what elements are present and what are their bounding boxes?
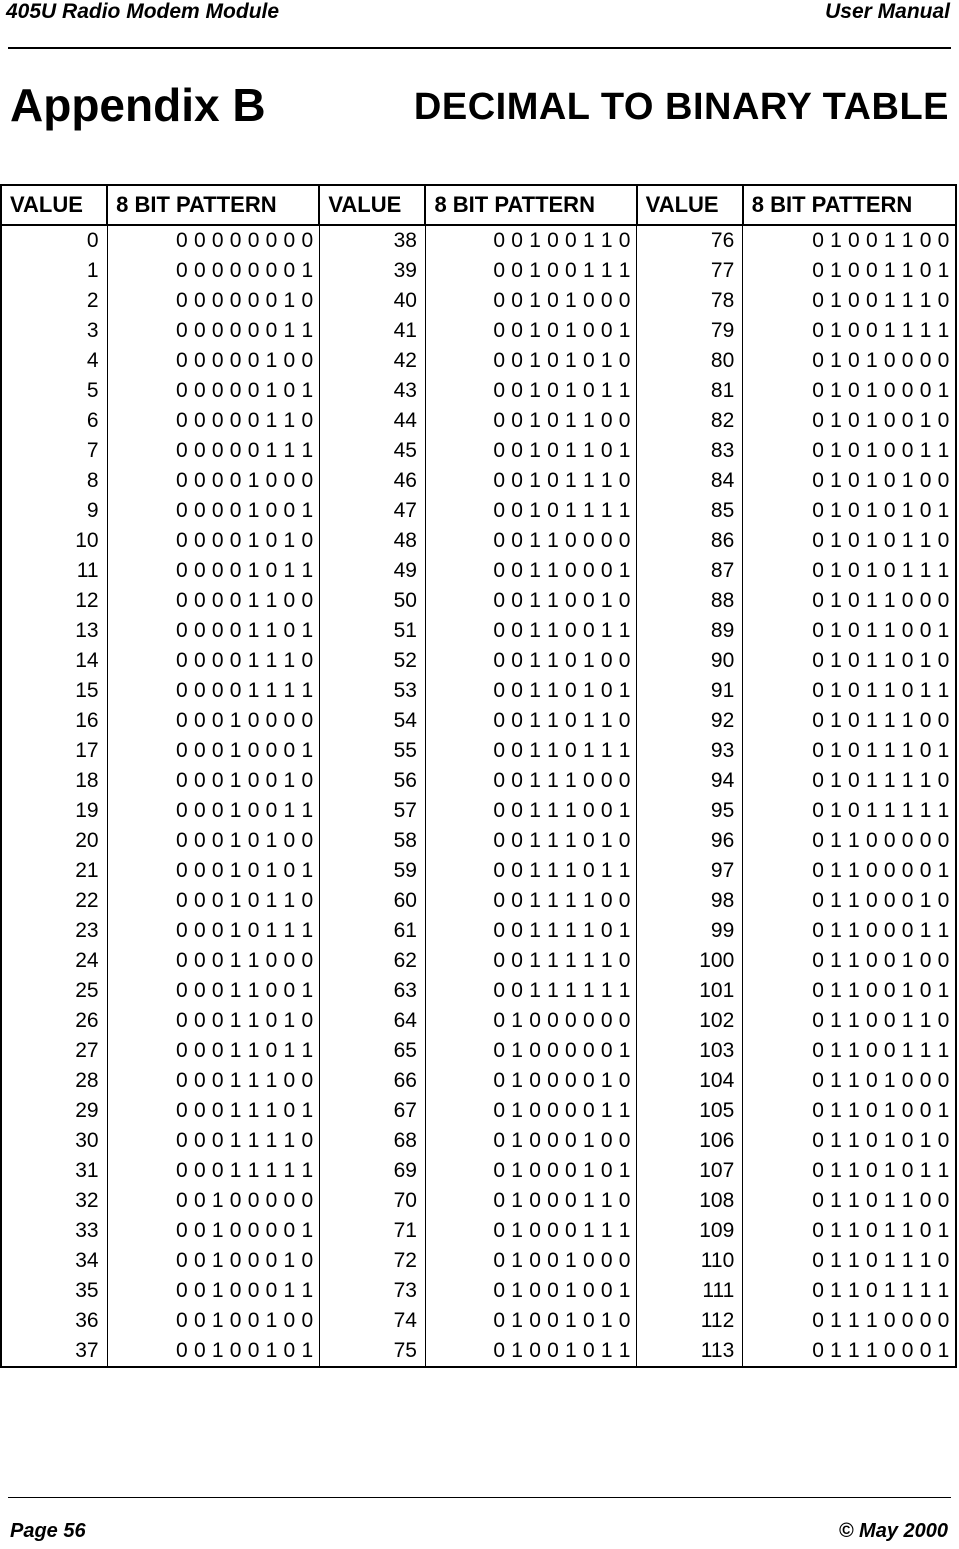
table-row <box>1 1006 956 1036</box>
decimal-value-cell: 13 <box>1 616 107 646</box>
bit-pattern-cell: 0 1 0 0 0 1 1 0 <box>425 1186 636 1216</box>
decimal-value-cell: 80 <box>637 346 743 376</box>
header-manual-name: 405U Radio Modem Module <box>6 0 280 23</box>
decimal-value-cell: 34 <box>1 1246 107 1276</box>
bit-pattern-cell: 0 1 1 0 1 1 0 1 <box>743 1216 956 1246</box>
decimal-value-cell: 78 <box>637 286 743 316</box>
decimal-value-cell: 18 <box>1 766 107 796</box>
decimal-value-cell: 33 <box>1 1216 107 1246</box>
decimal-value-cell: 76 <box>637 225 743 256</box>
table-row <box>1 466 956 496</box>
bit-pattern-cell: 0 0 1 1 0 0 1 0 <box>425 586 636 616</box>
decimal-value-cell: 81 <box>637 376 743 406</box>
bit-pattern-cell: 0 0 0 0 1 0 0 1 <box>107 496 319 526</box>
decimal-value-cell: 3 <box>1 316 107 346</box>
bit-pattern-cell: 0 0 1 0 1 1 0 1 <box>425 436 636 466</box>
bit-pattern-cell: 0 0 1 1 0 1 1 1 <box>425 736 636 766</box>
decimal-value-cell: 39 <box>319 256 425 286</box>
bit-pattern-cell: 0 0 1 1 1 1 1 0 <box>425 946 636 976</box>
decimal-value-cell: 32 <box>1 1186 107 1216</box>
decimal-value-cell: 28 <box>1 1066 107 1096</box>
bit-pattern-cell: 0 0 0 1 0 0 1 0 <box>107 766 319 796</box>
decimal-value-cell: 30 <box>1 1126 107 1156</box>
decimal-value-cell: 0 <box>1 225 107 256</box>
column-header: 8 BIT PATTERN <box>425 185 636 225</box>
decimal-value-cell: 112 <box>637 1306 743 1336</box>
decimal-value-cell: 37 <box>1 1336 107 1367</box>
bit-pattern-cell: 0 0 1 1 0 1 0 1 <box>425 676 636 706</box>
bit-pattern-cell: 0 0 0 0 0 1 0 1 <box>107 376 319 406</box>
decimal-value-cell: 11 <box>1 556 107 586</box>
table-row <box>1 916 956 946</box>
bit-pattern-cell: 0 0 1 0 0 1 1 1 <box>425 256 636 286</box>
bit-pattern-cell: 0 1 1 0 0 0 0 0 <box>743 826 956 856</box>
table-row <box>1 316 956 346</box>
decimal-value-cell: 17 <box>1 736 107 766</box>
table-row <box>1 616 956 646</box>
decimal-value-cell: 14 <box>1 646 107 676</box>
bit-pattern-cell: 0 1 1 0 1 0 0 0 <box>743 1066 956 1096</box>
decimal-value-cell: 108 <box>637 1186 743 1216</box>
decimal-value-cell: 23 <box>1 916 107 946</box>
bit-pattern-cell: 0 1 0 1 1 0 0 0 <box>743 586 956 616</box>
column-header: VALUE <box>319 185 425 225</box>
bit-pattern-cell: 0 0 1 0 0 0 1 0 <box>107 1246 319 1276</box>
bit-pattern-cell: 0 0 0 1 0 1 0 1 <box>107 856 319 886</box>
decimal-value-cell: 101 <box>637 976 743 1006</box>
decimal-value-cell: 74 <box>319 1306 425 1336</box>
bit-pattern-cell: 0 0 1 0 1 0 0 1 <box>425 316 636 346</box>
bit-pattern-cell: 0 1 1 0 1 0 0 1 <box>743 1096 956 1126</box>
decimal-value-cell: 97 <box>637 856 743 886</box>
table-row <box>1 796 956 826</box>
bit-pattern-cell: 0 0 0 0 1 0 0 0 <box>107 466 319 496</box>
bit-pattern-cell: 0 0 1 0 0 1 0 0 <box>107 1306 319 1336</box>
bit-pattern-cell: 0 1 0 1 1 1 1 0 <box>743 766 956 796</box>
table-row <box>1 976 956 1006</box>
table-row <box>1 286 956 316</box>
decimal-value-cell: 35 <box>1 1276 107 1306</box>
bit-pattern-cell: 0 0 0 0 1 1 0 0 <box>107 586 319 616</box>
bit-pattern-cell: 0 0 0 0 0 1 1 0 <box>107 406 319 436</box>
column-header: 8 BIT PATTERN <box>107 185 319 225</box>
bit-pattern-cell: 0 0 0 0 0 1 1 1 <box>107 436 319 466</box>
bit-pattern-cell: 0 1 0 0 0 0 1 1 <box>425 1096 636 1126</box>
decimal-value-cell: 20 <box>1 826 107 856</box>
bit-pattern-cell: 0 0 0 0 1 1 0 1 <box>107 616 319 646</box>
decimal-value-cell: 92 <box>637 706 743 736</box>
bit-pattern-cell: 0 1 0 1 0 0 0 0 <box>743 346 956 376</box>
bit-pattern-cell: 0 1 0 1 1 0 1 0 <box>743 646 956 676</box>
decimal-value-cell: 100 <box>637 946 743 976</box>
bit-pattern-cell: 0 1 1 0 0 1 0 0 <box>743 946 956 976</box>
page-number: Page 56 <box>10 1520 86 1542</box>
bit-pattern-cell: 0 1 0 1 1 0 1 1 <box>743 676 956 706</box>
bit-pattern-cell: 0 0 0 1 0 0 0 0 <box>107 706 319 736</box>
table-row <box>1 886 956 916</box>
decimal-value-cell: 54 <box>319 706 425 736</box>
bit-pattern-cell: 0 0 1 0 1 1 1 0 <box>425 466 636 496</box>
table-body <box>1 225 956 1367</box>
decimal-value-cell: 55 <box>319 736 425 766</box>
table-row <box>1 526 956 556</box>
table-row <box>1 225 956 256</box>
bit-pattern-cell: 0 0 1 0 0 1 1 0 <box>425 225 636 256</box>
table-row <box>1 376 956 406</box>
bit-pattern-cell: 0 1 0 0 1 1 1 1 <box>743 316 956 346</box>
bit-pattern-cell: 0 0 0 0 1 0 1 1 <box>107 556 319 586</box>
decimal-value-cell: 48 <box>319 526 425 556</box>
bit-pattern-cell: 0 0 0 1 1 0 1 0 <box>107 1006 319 1036</box>
decimal-value-cell: 91 <box>637 676 743 706</box>
decimal-value-cell: 24 <box>1 946 107 976</box>
decimal-value-cell: 103 <box>637 1036 743 1066</box>
decimal-value-cell: 84 <box>637 466 743 496</box>
bit-pattern-cell: 0 1 0 1 1 1 0 0 <box>743 706 956 736</box>
bit-pattern-cell: 0 1 0 0 1 1 1 0 <box>743 286 956 316</box>
decimal-value-cell: 19 <box>1 796 107 826</box>
table-row <box>1 496 956 526</box>
bit-pattern-cell: 0 0 0 1 0 1 1 0 <box>107 886 319 916</box>
bit-pattern-cell: 0 0 0 0 0 0 1 0 <box>107 286 319 316</box>
decimal-value-cell: 56 <box>319 766 425 796</box>
decimal-value-cell: 107 <box>637 1156 743 1186</box>
table-row <box>1 1276 956 1306</box>
decimal-value-cell: 58 <box>319 826 425 856</box>
table-row <box>1 1066 956 1096</box>
bit-pattern-cell: 0 0 0 1 1 0 1 1 <box>107 1036 319 1066</box>
decimal-value-cell: 73 <box>319 1276 425 1306</box>
bit-pattern-cell: 0 1 0 1 1 1 0 1 <box>743 736 956 766</box>
copyright-date: © May 2000 <box>838 1520 948 1542</box>
bit-pattern-cell: 0 0 1 0 1 0 1 1 <box>425 376 636 406</box>
bit-pattern-cell: 0 1 0 1 0 1 1 1 <box>743 556 956 586</box>
bit-pattern-cell: 0 1 1 0 0 1 0 1 <box>743 976 956 1006</box>
table-row <box>1 856 956 886</box>
bit-pattern-cell: 0 0 1 1 1 1 1 1 <box>425 976 636 1006</box>
column-header: VALUE <box>1 185 107 225</box>
table-row <box>1 586 956 616</box>
bit-pattern-cell: 0 1 0 0 1 1 0 1 <box>743 256 956 286</box>
table-row <box>1 1126 956 1156</box>
table-row <box>1 1336 956 1367</box>
decimal-value-cell: 42 <box>319 346 425 376</box>
decimal-value-cell: 7 <box>1 436 107 466</box>
bit-pattern-cell: 0 1 0 0 1 0 1 0 <box>425 1306 636 1336</box>
bit-pattern-cell: 0 1 0 1 0 1 0 0 <box>743 466 956 496</box>
decimal-value-cell: 10 <box>1 526 107 556</box>
decimal-value-cell: 86 <box>637 526 743 556</box>
decimal-value-cell: 46 <box>319 466 425 496</box>
decimal-value-cell: 6 <box>1 406 107 436</box>
bit-pattern-cell: 0 1 0 0 1 1 0 0 <box>743 225 956 256</box>
decimal-value-cell: 105 <box>637 1096 743 1126</box>
bit-pattern-cell: 0 1 0 0 0 0 0 0 <box>425 1006 636 1036</box>
bit-pattern-cell: 0 0 0 0 0 0 0 0 <box>107 225 319 256</box>
table-row <box>1 766 956 796</box>
bit-pattern-cell: 0 0 0 0 0 1 0 0 <box>107 346 319 376</box>
bit-pattern-cell: 0 0 0 1 1 1 1 1 <box>107 1156 319 1186</box>
decimal-value-cell: 77 <box>637 256 743 286</box>
decimal-value-cell: 104 <box>637 1066 743 1096</box>
bit-pattern-cell: 0 0 1 0 0 0 0 0 <box>107 1186 319 1216</box>
decimal-value-cell: 29 <box>1 1096 107 1126</box>
decimal-value-cell: 95 <box>637 796 743 826</box>
bit-pattern-cell: 0 1 1 0 1 0 1 1 <box>743 1156 956 1186</box>
decimal-value-cell: 79 <box>637 316 743 346</box>
decimal-value-cell: 71 <box>319 1216 425 1246</box>
bit-pattern-cell: 0 1 0 0 1 0 0 1 <box>425 1276 636 1306</box>
bit-pattern-cell: 0 1 0 1 0 0 0 1 <box>743 376 956 406</box>
bit-pattern-cell: 0 1 0 1 0 1 0 1 <box>743 496 956 526</box>
column-header: 8 BIT PATTERN <box>743 185 956 225</box>
bit-pattern-cell: 0 0 1 1 0 0 1 1 <box>425 616 636 646</box>
bit-pattern-cell: 0 0 0 1 0 0 0 1 <box>107 736 319 766</box>
decimal-value-cell: 88 <box>637 586 743 616</box>
table-row <box>1 1306 956 1336</box>
decimal-value-cell: 52 <box>319 646 425 676</box>
decimal-value-cell: 63 <box>319 976 425 1006</box>
decimal-value-cell: 57 <box>319 796 425 826</box>
bit-pattern-cell: 0 0 0 1 0 0 1 1 <box>107 796 319 826</box>
bit-pattern-cell: 0 0 1 1 1 1 0 0 <box>425 886 636 916</box>
bit-pattern-cell: 0 0 0 1 0 1 0 0 <box>107 826 319 856</box>
table-row <box>1 736 956 766</box>
decimal-value-cell: 44 <box>319 406 425 436</box>
decimal-value-cell: 50 <box>319 586 425 616</box>
decimal-value-cell: 65 <box>319 1036 425 1066</box>
decimal-value-cell: 69 <box>319 1156 425 1186</box>
bit-pattern-cell: 0 1 0 0 0 1 1 1 <box>425 1216 636 1246</box>
bit-pattern-cell: 0 0 1 1 1 0 0 0 <box>425 766 636 796</box>
decimal-value-cell: 102 <box>637 1006 743 1036</box>
bit-pattern-cell: 0 1 1 1 0 0 0 1 <box>743 1336 956 1367</box>
bit-pattern-cell: 0 1 1 0 0 0 1 1 <box>743 916 956 946</box>
decimal-value-cell: 96 <box>637 826 743 856</box>
bit-pattern-cell: 0 0 1 1 0 1 1 0 <box>425 706 636 736</box>
decimal-value-cell: 60 <box>319 886 425 916</box>
table-row <box>1 1186 956 1216</box>
decimal-value-cell: 62 <box>319 946 425 976</box>
bit-pattern-cell: 0 1 0 1 1 1 1 1 <box>743 796 956 826</box>
decimal-value-cell: 89 <box>637 616 743 646</box>
decimal-value-cell: 31 <box>1 1156 107 1186</box>
decimal-value-cell: 111 <box>637 1276 743 1306</box>
bit-pattern-cell: 0 1 0 1 0 1 1 0 <box>743 526 956 556</box>
decimal-value-cell: 106 <box>637 1126 743 1156</box>
decimal-value-cell: 85 <box>637 496 743 526</box>
bit-pattern-cell: 0 0 0 1 1 0 0 1 <box>107 976 319 1006</box>
decimal-value-cell: 49 <box>319 556 425 586</box>
bit-pattern-cell: 0 0 1 1 1 0 1 0 <box>425 826 636 856</box>
table-row <box>1 946 956 976</box>
table-row <box>1 256 956 286</box>
bit-pattern-cell: 0 0 1 0 0 0 1 1 <box>107 1276 319 1306</box>
decimal-value-cell: 45 <box>319 436 425 466</box>
decimal-value-cell: 4 <box>1 346 107 376</box>
decimal-value-cell: 21 <box>1 856 107 886</box>
table-row <box>1 676 956 706</box>
decimal-value-cell: 2 <box>1 286 107 316</box>
decimal-value-cell: 40 <box>319 286 425 316</box>
decimal-value-cell: 94 <box>637 766 743 796</box>
decimal-value-cell: 67 <box>319 1096 425 1126</box>
decimal-value-cell: 15 <box>1 676 107 706</box>
table-row <box>1 1246 956 1276</box>
table-row <box>1 646 956 676</box>
decimal-value-cell: 51 <box>319 616 425 646</box>
decimal-value-cell: 72 <box>319 1246 425 1276</box>
table-row <box>1 1096 956 1126</box>
decimal-value-cell: 38 <box>319 225 425 256</box>
bit-pattern-cell: 0 1 1 0 1 1 0 0 <box>743 1186 956 1216</box>
column-header: VALUE <box>637 185 743 225</box>
decimal-value-cell: 16 <box>1 706 107 736</box>
bit-pattern-cell: 0 0 1 0 0 1 0 1 <box>107 1336 319 1367</box>
bit-pattern-cell: 0 0 0 1 1 0 0 0 <box>107 946 319 976</box>
bit-pattern-cell: 0 0 1 0 0 0 0 1 <box>107 1216 319 1246</box>
bit-pattern-cell: 0 0 1 1 1 1 0 1 <box>425 916 636 946</box>
bit-pattern-cell: 0 1 0 0 0 0 1 0 <box>425 1066 636 1096</box>
header-doc-type: User Manual <box>825 0 950 23</box>
bit-pattern-cell: 0 0 1 1 1 0 0 1 <box>425 796 636 826</box>
appendix-label: Appendix B <box>10 79 266 131</box>
bit-pattern-cell: 0 1 1 0 1 0 1 0 <box>743 1126 956 1156</box>
bit-pattern-cell: 0 0 0 0 0 0 1 1 <box>107 316 319 346</box>
table-row <box>1 556 956 586</box>
decimal-value-cell: 61 <box>319 916 425 946</box>
bit-pattern-cell: 0 0 0 1 1 1 1 0 <box>107 1126 319 1156</box>
table-row <box>1 1036 956 1066</box>
decimal-value-cell: 12 <box>1 586 107 616</box>
bit-pattern-cell: 0 1 1 0 0 0 1 0 <box>743 886 956 916</box>
footer-divider <box>8 1497 951 1498</box>
table-row <box>1 1156 956 1186</box>
decimal-value-cell: 47 <box>319 496 425 526</box>
bit-pattern-cell: 0 0 0 1 1 1 0 1 <box>107 1096 319 1126</box>
decimal-value-cell: 83 <box>637 436 743 466</box>
bit-pattern-cell: 0 1 1 0 0 0 0 1 <box>743 856 956 886</box>
bit-pattern-cell: 0 1 0 0 1 0 1 1 <box>425 1336 636 1367</box>
decimal-value-cell: 90 <box>637 646 743 676</box>
header-divider <box>8 47 951 49</box>
decimal-value-cell: 68 <box>319 1126 425 1156</box>
decimal-value-cell: 87 <box>637 556 743 586</box>
bit-pattern-cell: 0 0 0 1 1 1 0 0 <box>107 1066 319 1096</box>
bit-pattern-cell: 0 0 1 1 0 0 0 0 <box>425 526 636 556</box>
bit-pattern-cell: 0 0 0 0 1 1 1 1 <box>107 676 319 706</box>
page-title: DECIMAL TO BINARY TABLE <box>413 86 949 128</box>
bit-pattern-cell: 0 1 0 0 0 0 0 1 <box>425 1036 636 1066</box>
bit-pattern-cell: 0 1 1 0 0 1 1 0 <box>743 1006 956 1036</box>
decimal-value-cell: 99 <box>637 916 743 946</box>
table-row <box>1 346 956 376</box>
bit-pattern-cell: 0 0 1 1 1 0 1 1 <box>425 856 636 886</box>
decimal-value-cell: 110 <box>637 1246 743 1276</box>
bit-pattern-cell: 0 0 1 0 1 0 1 0 <box>425 346 636 376</box>
bit-pattern-cell: 0 0 0 0 1 1 1 0 <box>107 646 319 676</box>
decimal-value-cell: 59 <box>319 856 425 886</box>
decimal-value-cell: 27 <box>1 1036 107 1066</box>
decimal-value-cell: 36 <box>1 1306 107 1336</box>
bit-pattern-cell: 0 0 1 0 1 1 0 0 <box>425 406 636 436</box>
bit-pattern-cell: 0 0 1 0 1 1 1 1 <box>425 496 636 526</box>
decimal-value-cell: 22 <box>1 886 107 916</box>
table-row <box>1 706 956 736</box>
decimal-value-cell: 41 <box>319 316 425 346</box>
table-row <box>1 436 956 466</box>
decimal-binary-table <box>0 184 957 1368</box>
bit-pattern-cell: 0 1 1 0 0 1 1 1 <box>743 1036 956 1066</box>
decimal-value-cell: 70 <box>319 1186 425 1216</box>
decimal-value-cell: 75 <box>319 1336 425 1367</box>
bit-pattern-cell: 0 1 1 1 0 0 0 0 <box>743 1306 956 1336</box>
decimal-value-cell: 93 <box>637 736 743 766</box>
decimal-value-cell: 1 <box>1 256 107 286</box>
bit-pattern-cell: 0 0 1 0 1 0 0 0 <box>425 286 636 316</box>
decimal-value-cell: 26 <box>1 1006 107 1036</box>
bit-pattern-cell: 0 0 0 0 1 0 1 0 <box>107 526 319 556</box>
bit-pattern-cell: 0 0 0 0 0 0 0 1 <box>107 256 319 286</box>
decimal-value-cell: 109 <box>637 1216 743 1246</box>
decimal-value-cell: 43 <box>319 376 425 406</box>
bit-pattern-cell: 0 1 0 0 0 1 0 0 <box>425 1126 636 1156</box>
bit-pattern-cell: 0 0 0 1 0 1 1 1 <box>107 916 319 946</box>
decimal-value-cell: 8 <box>1 466 107 496</box>
bit-pattern-cell: 0 0 1 1 0 1 0 0 <box>425 646 636 676</box>
bit-pattern-cell: 0 1 1 0 1 1 1 0 <box>743 1246 956 1276</box>
decimal-value-cell: 82 <box>637 406 743 436</box>
table-row <box>1 826 956 856</box>
decimal-value-cell: 98 <box>637 886 743 916</box>
table-row <box>1 406 956 436</box>
bit-pattern-cell: 0 1 0 0 0 1 0 1 <box>425 1156 636 1186</box>
decimal-value-cell: 9 <box>1 496 107 526</box>
decimal-value-cell: 53 <box>319 676 425 706</box>
bit-pattern-cell: 0 1 0 1 0 0 1 0 <box>743 406 956 436</box>
bit-pattern-cell: 0 1 0 1 1 0 0 1 <box>743 616 956 646</box>
table-row <box>1 1216 956 1246</box>
bit-pattern-cell: 0 0 1 1 0 0 0 1 <box>425 556 636 586</box>
decimal-value-cell: 5 <box>1 376 107 406</box>
decimal-value-cell: 113 <box>637 1336 743 1367</box>
decimal-value-cell: 64 <box>319 1006 425 1036</box>
bit-pattern-cell: 0 1 1 0 1 1 1 1 <box>743 1276 956 1306</box>
table-header-row <box>1 185 956 225</box>
decimal-value-cell: 25 <box>1 976 107 1006</box>
decimal-value-cell: 66 <box>319 1066 425 1096</box>
bit-pattern-cell: 0 1 0 1 0 0 1 1 <box>743 436 956 466</box>
bit-pattern-cell: 0 1 0 0 1 0 0 0 <box>425 1246 636 1276</box>
